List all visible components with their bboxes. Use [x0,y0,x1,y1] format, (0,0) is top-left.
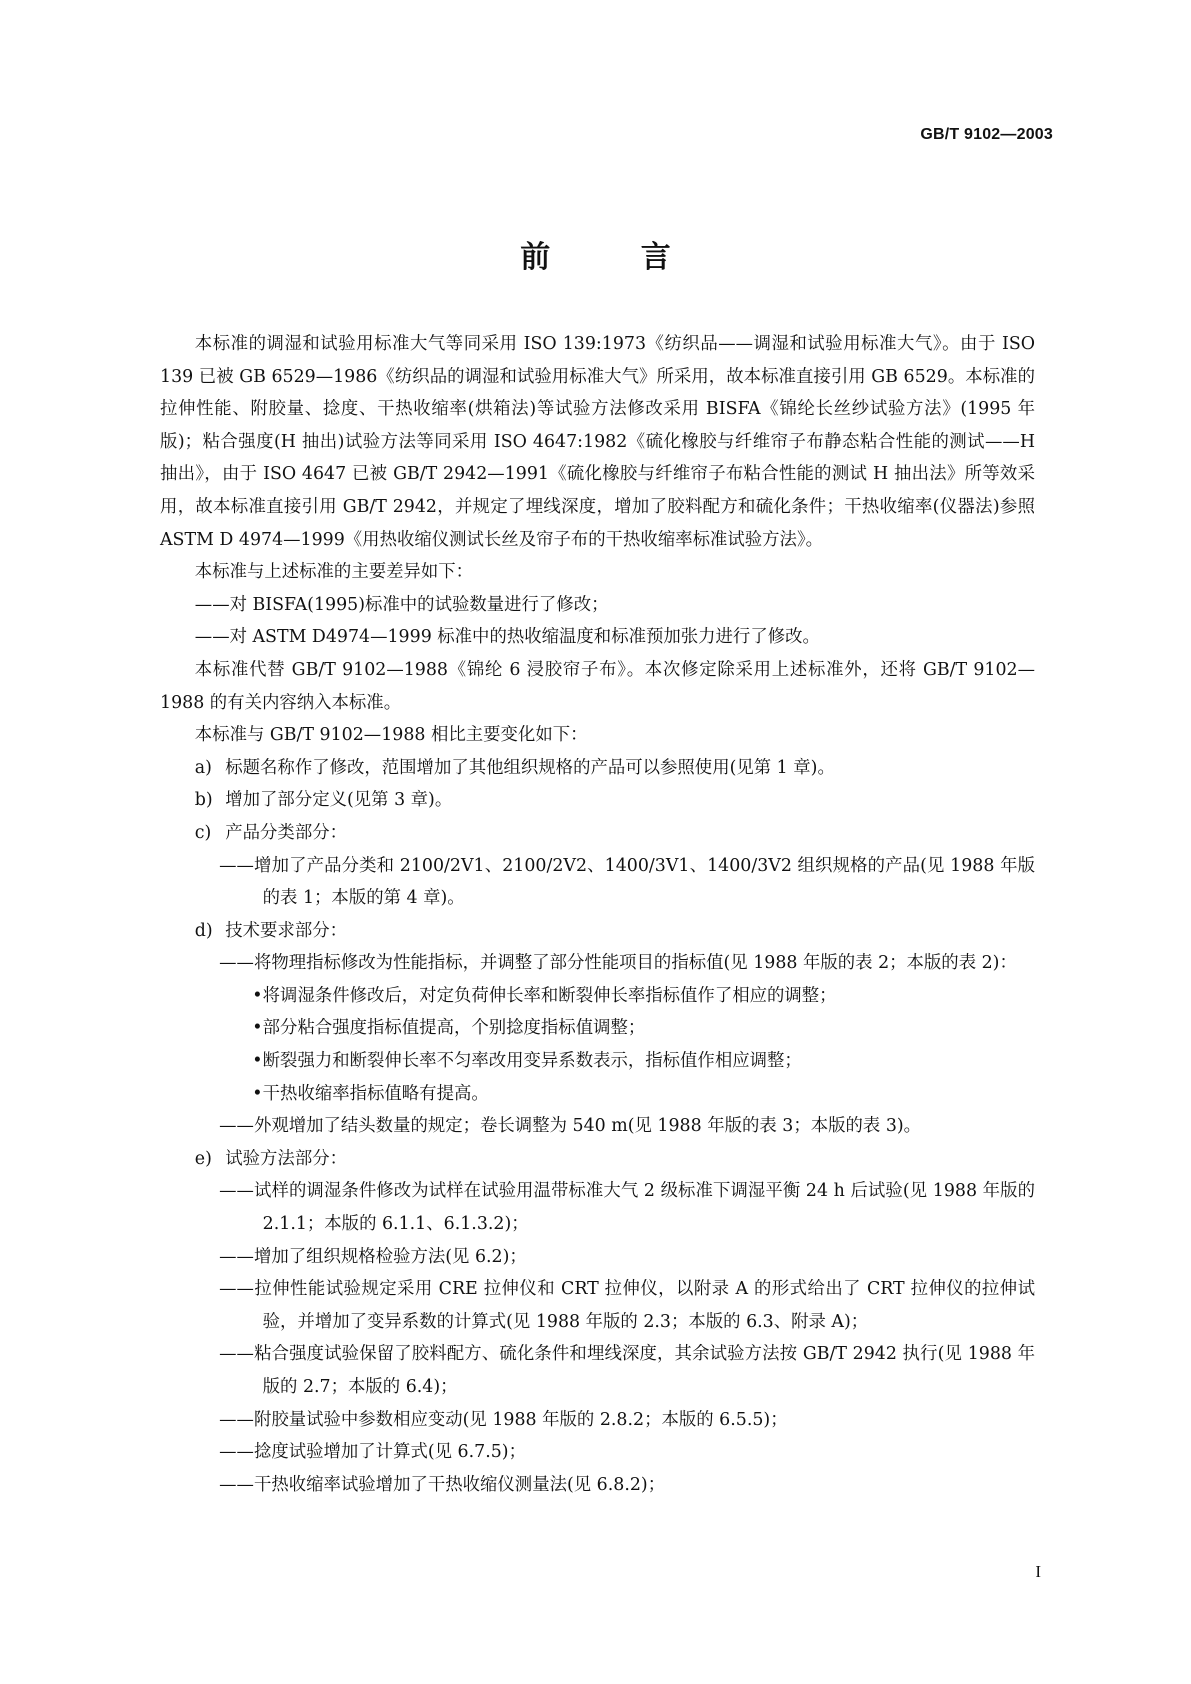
paragraph-replacement: 本标准代替 GB/T 9102—1988《锦纶 6 浸胶帘子布》。本次修定除采用上述标准外，还将 GB/T 9102—1988 的有关内容纳入本标准。 [160,659,1035,713]
difference-item: ——对 BISFA(1995)标准中的试验数量进行了修改； [194,594,609,615]
bullet-item: • 断裂强力和断裂伸长率不匀率改用变异系数表示，指标值作相应调整； [160,1045,1035,1078]
item-text: 技术要求部分： [225,920,347,941]
change-item-d [160,915,1035,948]
item-text: 产品分类部分： [225,822,347,843]
change-item-c [160,817,1035,850]
sub-item: ——粘合强度试验保留了胶料配方、硫化条件和埋线深度，其余试验方法按 GB/T 2942 执行(见 1988 年版的 2.7；本版的 6.4)； [219,1344,1035,1397]
foreword-body [160,328,1035,1501]
sub-item: ——增加了组织规格检验方法(见 6.2)； [219,1246,527,1267]
change-item-a [160,752,1035,785]
item-text: 试验方法部分： [225,1148,347,1169]
sub-item: ——外观增加了结头数量的规定；卷长调整为 540 m(见 1988 年版的表 3；本版的表 3)。 [219,1116,922,1137]
item-label: e) [194,1148,212,1169]
change-item-b [160,784,1035,817]
page-title: 前 言 [520,240,711,275]
item-label: b) [194,790,213,811]
item-label: a) [194,757,212,778]
sub-item: ——捻度试验增加了计算式(见 6.7.5)； [219,1442,526,1463]
item-label: c) [194,822,212,843]
paragraph-changes-intro: 本标准与 GB/T 9102—1988 相比主要变化如下： [194,725,588,746]
sub-item: ——增加了产品分类和 2100/2V1、2100/2V2、1400/3V1、1400/3V2 组织规格的产品(见 1988 年版的表 1；本版的第 4 章)。 [219,855,1035,909]
sub-item: ——附胶量试验中参数相应变动(见 1988 年版的 2.8.2；本版的 6.5.5)； [219,1409,788,1430]
standard-code: GB/T 9102—2003 [920,126,1053,143]
difference-item: ——对 ASTM D4974—1999 标准中的热收缩温度和标准预加张力进行了修改。 [194,627,820,648]
page-number: I [1035,1562,1041,1581]
sub-item: ——干热收缩率试验增加了干热收缩仪测量法(见 6.8.2)； [219,1474,666,1495]
item-text: 标题名称作了修改，范围增加了其他组织规格的产品可以参照使用(见第 1 章)。 [225,757,835,778]
bullet-item: • 部分粘合强度指标值提高，个别捻度指标值调整； [160,1012,1035,1045]
item-label: d) [194,920,213,941]
paragraph-differences-intro: 本标准与上述标准的主要差异如下： [194,562,474,583]
change-item-e [160,1143,1035,1176]
paragraph-standards-adoption: 本标准的调湿和试验用标准大气等同采用 ISO 139:1973《纺织品——调湿和试验用标准大气》。由于 ISO 139 已被 GB 6529—1986《纺织品的调湿和试验用标准大气》所采用，故本标准直接引用 GB 6529。本标准的拉伸性能、附胶量、捻度、干热收缩率(烘箱法)等试验方法修改采用 BISFA《锦纶长丝纱试验方法》(1995 年版)；粘合强度(H 抽出)试验方法等同采用 ISO 4647:1982《硫化橡胶与纤维帘子布静态粘合性能的测试——H 抽出》，由于 ISO 4647 已被 GB/T 2942—1991《硫化橡胶与纤维帘子布粘合性能的测试 H 抽出法》所等效采用，故本标准直接引用 GB/T 2942，并规定了埋线深度，增加了胶料配方和硫化条件；干热收缩率(仪器法)参照 ASTM D 4974—1999《用热收缩仪测试长丝及帘子布的干热收缩率标准试验方法》。 [160,334,1035,550]
bullet-item: • 干热收缩率指标值略有提高。 [160,1078,1035,1111]
sub-item: ——将物理指标修改为性能指标，并调整了部分性能项目的指标值(见 1988 年版的表 2；本版的表 2)： [219,953,1017,974]
item-text: 增加了部分定义(见第 3 章)。 [225,790,453,811]
bullet-item: • 将调湿条件修改后，对定负荷伸长率和断裂伸长率指标值作了相应的调整； [160,980,1035,1013]
sub-item: ——试样的调湿条件修改为试样在试验用温带标准大气 2 级标准下调湿平衡 24 h 后试验(见 1988 年版的 2.1.1；本版的 6.1.1、6.1.3.2)； [219,1181,1035,1235]
sub-item: ——拉伸性能试验规定采用 CRE 拉伸仪和 CRT 拉伸仪，以附录 A 的形式给出了 CRT 拉伸仪的拉伸试验，并增加了变异系数的计算式(见 1988 年版的 2.3；本版的 6.3、附录 A)； [219,1279,1035,1332]
